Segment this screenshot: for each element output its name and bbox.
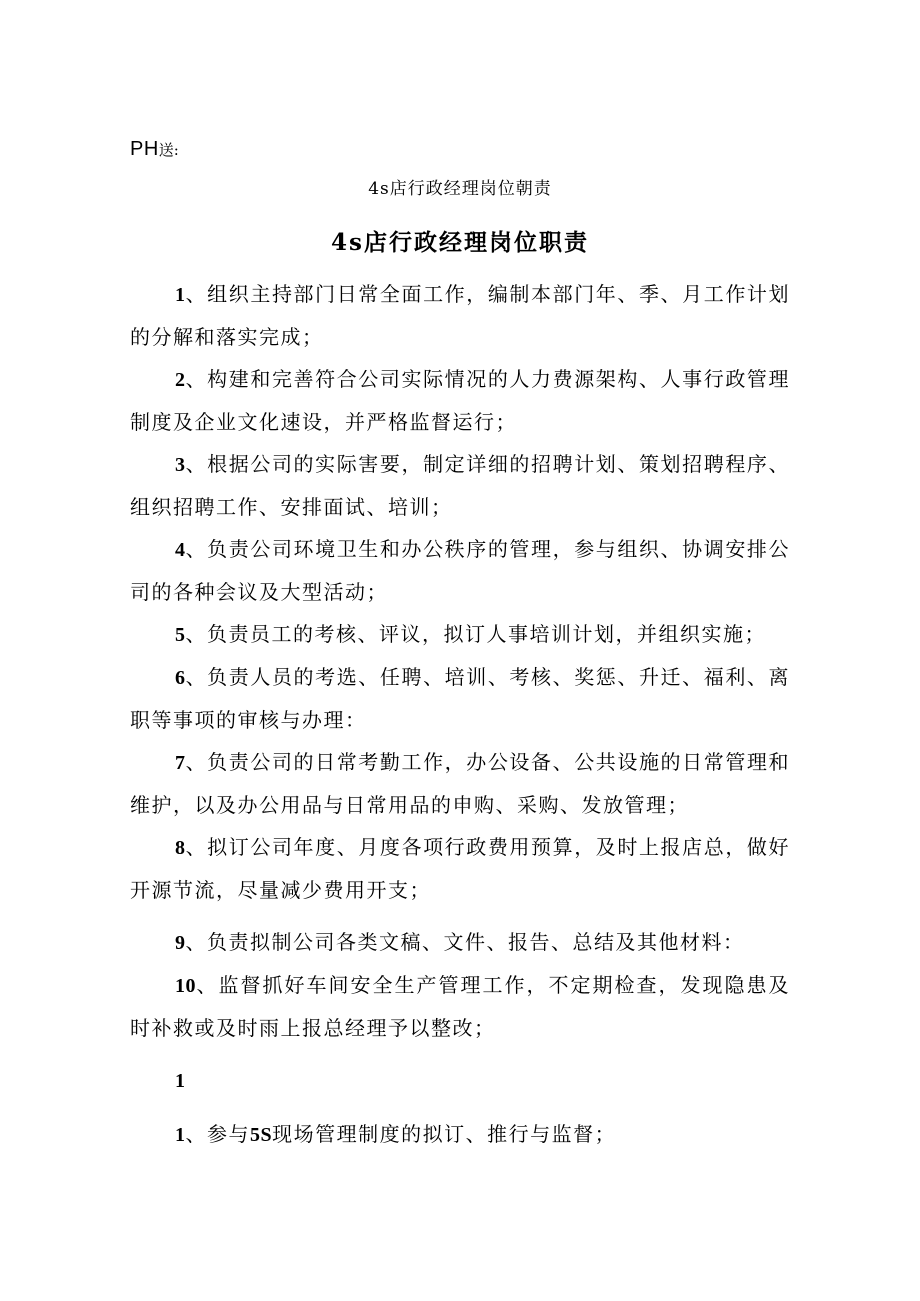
duty-item-5 (130, 613, 790, 656)
item-number: 10 (175, 975, 196, 997)
item-number: 5 (175, 624, 186, 646)
duty-item-2 (130, 358, 790, 443)
duties-list (130, 273, 790, 1156)
item-text-bold: 5S (250, 1124, 273, 1146)
item-text-post: 现场管理制度的拟订、推行与监督； (272, 1122, 617, 1146)
duty-item-6 (130, 656, 790, 741)
document-title: 4s店行政经理岗位职责 (331, 229, 589, 256)
item-number: 7 (175, 752, 186, 774)
item-text: 、负责公司环境卫生和办公秩序的管理，参与组织、协调安排公司的各种会议及大型活动； (130, 537, 790, 604)
duty-item-5s (130, 1113, 790, 1156)
item-number: 4 (175, 539, 186, 561)
document-content (130, 138, 790, 1156)
item-text: 、构建和完善符合公司实际情况的人力费源架构、人事行政管理制度及企业文化速设，并严格监督运行； (130, 367, 790, 434)
item-text-pre: 参与 (207, 1122, 250, 1146)
item-text: 、负责拟制公司各类文稿、文件、报告、总结及其他材料： (185, 930, 745, 954)
item-text: 、负责人员的考选、任聘、培训、考核、奖惩、升迁、福利、离职等事项的审核与办理： (130, 665, 790, 732)
header-note (130, 138, 790, 161)
header-note-latin: PH (130, 138, 159, 160)
item-text: 、负责公司的日常考勤工作，办公设备、公共设施的日常管理和维护，以及办公用品与日常用品的申购、采购、发放管理； (130, 750, 790, 817)
header-note-cjk: 送: (158, 141, 179, 159)
duty-item-7 (130, 741, 790, 826)
item-separator: 、 (185, 1122, 207, 1146)
item-number: 1 (175, 1124, 186, 1146)
item-number: 9 (175, 932, 186, 954)
item-text: 、根据公司的实际害要，制定详细的招聘计划、策划招聘程序、组织招聘工作、安排面试、培训； (130, 452, 790, 519)
duty-item-1 (130, 273, 790, 358)
duty-item-8 (130, 826, 790, 911)
item-text: 、组织主持部门日常全面工作，编制本部门年、季、月工作计划的分解和落实完成； (130, 282, 790, 349)
item-number: 3 (175, 454, 186, 476)
duty-item-3 (130, 443, 790, 528)
document-subtitle: 4s店行政经理岗位朝责 (368, 179, 552, 199)
item-number: 6 (175, 667, 186, 689)
standalone-number (130, 1059, 790, 1102)
item-number: 1 (175, 284, 186, 306)
duty-item-4 (130, 528, 790, 613)
item-text: 、拟订公司年度、月度各项行政费用预算，及时上报店总，做好开源节流，尽量减少费用开支； (130, 835, 790, 902)
item-text: 、监督抓好车间安全生产管理工作，不定期检查，发现隐患及时补救或及时雨上报总经理予以整改； (130, 973, 790, 1040)
standalone-number-text: 1 (175, 1070, 186, 1092)
item-text: 、负责员工的考核、评议，拟订人事培训计划，并组织实施； (185, 622, 766, 646)
duty-item-9 (130, 921, 790, 964)
item-number: 8 (175, 837, 186, 859)
item-number: 2 (175, 369, 186, 391)
duty-item-10 (130, 964, 790, 1049)
